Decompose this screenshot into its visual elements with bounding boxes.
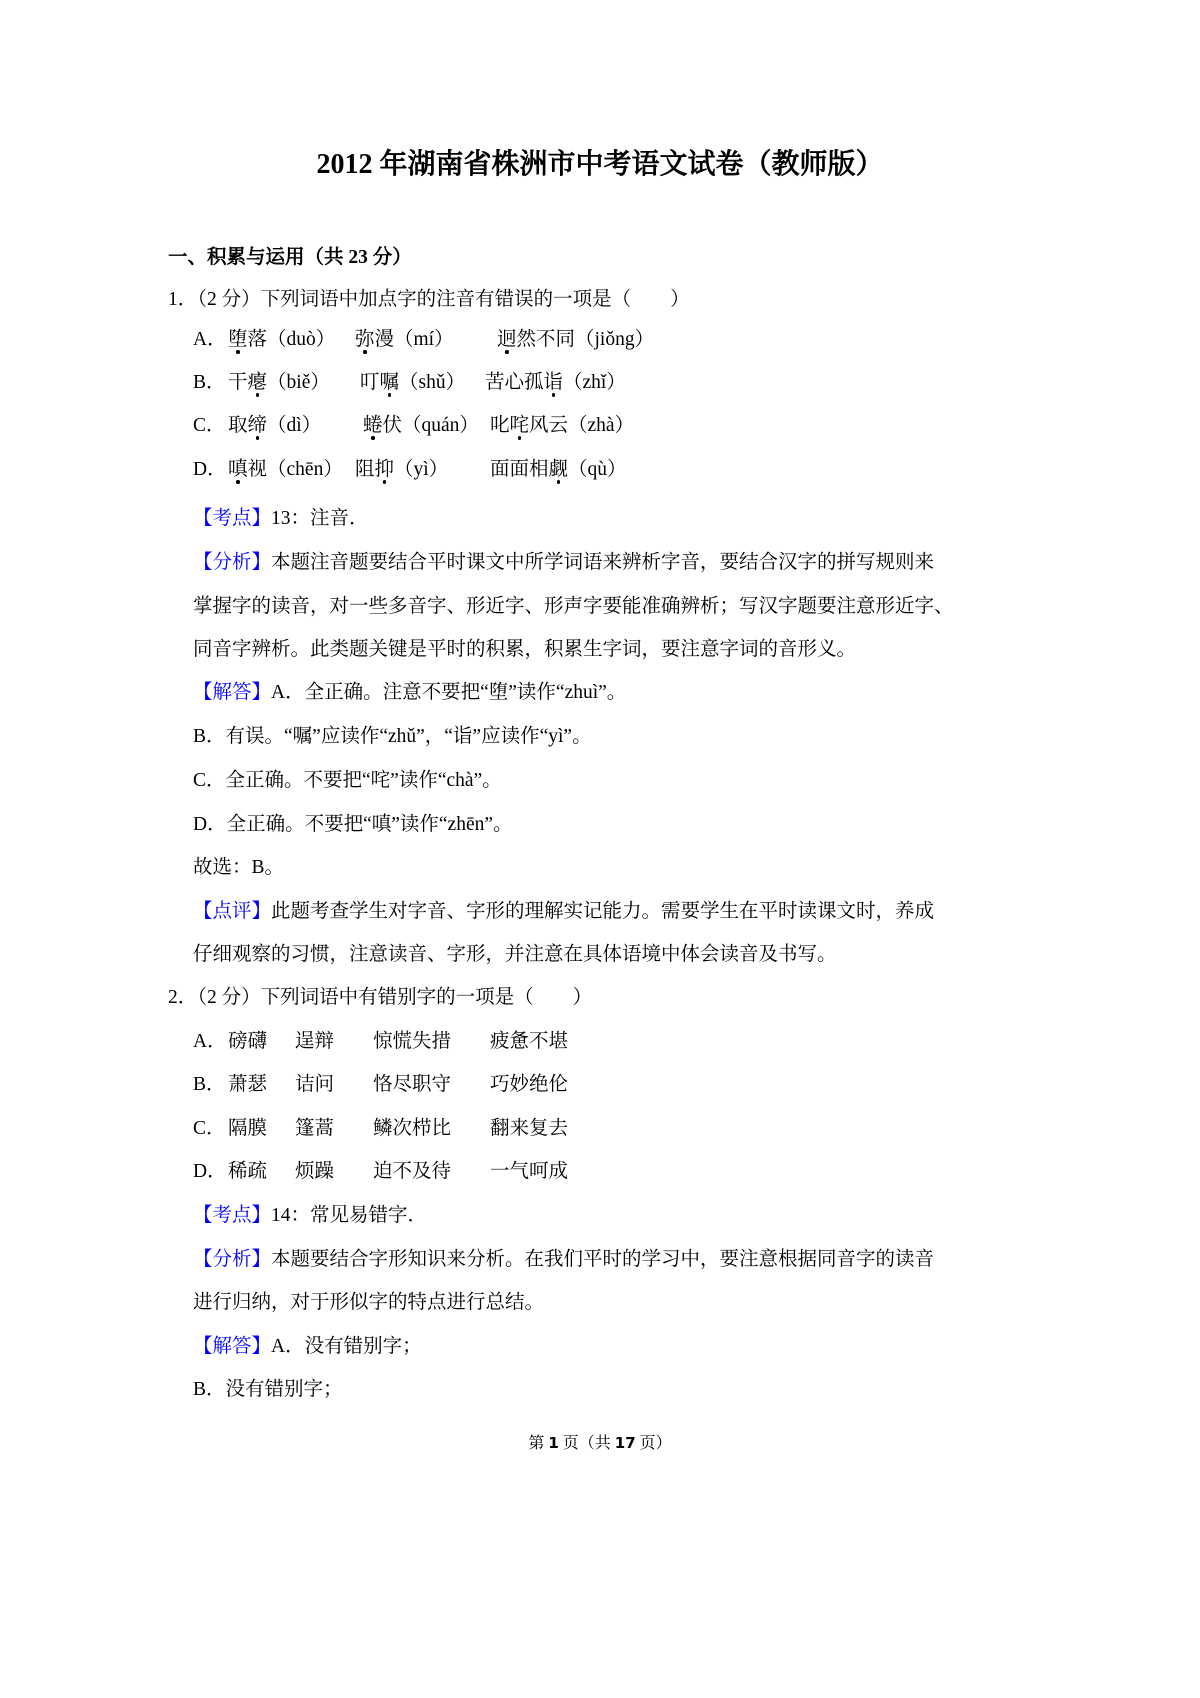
- option-word: [490, 413, 634, 439]
- word-rest: （shǔ）: [399, 372, 466, 393]
- word-start: 面面相: [490, 459, 549, 480]
- option-word: 鳞次栉比: [373, 1118, 452, 1139]
- jieda-text: D．全正确。不要把“嗔”读作“zhēn”。: [193, 814, 513, 835]
- word-start: 干: [228, 372, 248, 393]
- option-label: C．: [193, 1118, 226, 1139]
- option-word: 烦躁: [295, 1161, 335, 1182]
- word-rest: 视（chēn）: [247, 459, 343, 480]
- option-word: 惊慌失措: [373, 1031, 452, 1052]
- fenxi-text: 本题要结合字形知识来分析。在我们平时的学习中，要注意根据同音字的读音: [271, 1249, 935, 1270]
- option-word: [355, 327, 454, 353]
- option-word: 迫不及待: [373, 1161, 452, 1182]
- footer-suffix: 页）: [635, 1435, 672, 1452]
- jieda-line: [193, 680, 626, 706]
- emphasized-char: 咤: [509, 415, 530, 436]
- page-title: 2012 年湖南省株洲市中考语文试卷（教师版）: [316, 149, 884, 180]
- fenxi-text: 进行归纳，对于形似字的特点进行总结。: [193, 1292, 545, 1313]
- emphasized-char: 觑: [548, 459, 569, 480]
- jieda-line: [193, 1334, 422, 1360]
- option-word: 翻来复去: [490, 1118, 569, 1139]
- word-rest: 伏（quán）: [382, 415, 479, 436]
- option-word: 隔膜: [228, 1118, 268, 1139]
- jieda-text: C．全正确。不要把“咤”读作“chà”。: [193, 770, 502, 791]
- jieda-text: A．没有错别字；: [271, 1336, 422, 1357]
- fenxi-text: 同音字辨析。此类题关键是平时的积累，积累生字词，要注意字词的音形义。: [193, 639, 857, 660]
- option-word: [490, 457, 627, 483]
- dianping-tag: 【点评】: [193, 901, 272, 922]
- question-stem: 1．（2 分）下列词语中加点字的注音有错误的一项是（ ）: [168, 289, 690, 310]
- question-stem: 2．（2 分）下列词语中有错别字的一项是（ ）: [168, 987, 593, 1008]
- word-rest: （dì）: [267, 415, 322, 436]
- option-word: 诘问: [295, 1074, 335, 1095]
- emphasized-char: 诣: [543, 372, 564, 393]
- emphasized-char: 弥: [355, 329, 375, 350]
- option-word: 疲惫不堪: [490, 1031, 569, 1052]
- option-label: D．: [193, 459, 227, 480]
- option-word: 稀疏: [228, 1161, 268, 1182]
- option-label: B．: [193, 1074, 226, 1095]
- emphasized-char: 迥: [497, 329, 517, 350]
- fenxi-line: [193, 550, 934, 576]
- option-word: 磅礴: [228, 1031, 268, 1052]
- option-word: 一气呵成: [490, 1161, 569, 1182]
- word-start: 叮: [360, 372, 380, 393]
- jieda-text: B．有误。“嘱”应读作“zhǔ”，“诣”应读作“yì”。: [193, 726, 592, 747]
- emphasized-char: 缔: [247, 415, 268, 436]
- word-rest: 然不同（jiǒng）: [516, 329, 655, 350]
- option-label: B．: [193, 372, 226, 393]
- word-rest: （zhǐ）: [563, 372, 626, 393]
- page-total: 17: [614, 1434, 636, 1452]
- option-word: 逞辩: [295, 1031, 335, 1052]
- option-word: 篷蒿: [295, 1118, 335, 1139]
- option-word: [497, 327, 654, 353]
- word-start: 叱: [490, 415, 510, 436]
- option-word: [360, 370, 465, 396]
- word-start: 苦心孤: [485, 372, 544, 393]
- answer-choice: 故选：B。: [193, 857, 285, 878]
- page-number: 1: [548, 1434, 559, 1452]
- kaodian-text: 13：注音．: [271, 508, 369, 529]
- option-word: 巧妙绝伦: [490, 1074, 569, 1095]
- dianping-text: 仔细观察的习惯，注意读音、字形，并注意在具体语境中体会读音及书写。: [193, 944, 837, 965]
- jieda-tag: 【解答】: [193, 682, 272, 703]
- emphasized-char: 堕: [228, 329, 248, 350]
- option-word: [363, 413, 479, 439]
- kaodian-line: [193, 1203, 427, 1229]
- footer-middle: 页（共: [558, 1435, 615, 1452]
- word-rest: 落（duò）: [247, 329, 336, 350]
- word-rest: （yì）: [394, 459, 449, 480]
- jieda-text: B．没有错别字；: [193, 1379, 343, 1400]
- emphasized-char: 嘱: [379, 372, 400, 393]
- option-word: [228, 413, 321, 439]
- fenxi-line: [193, 1247, 934, 1273]
- fenxi-text: 掌握字的读音，对一些多音字、形近字、形声字要能准确辨析；写汉字题要注意形近字、: [193, 596, 954, 617]
- option-label: A．: [193, 1031, 227, 1052]
- option-word: 萧瑟: [228, 1074, 268, 1095]
- emphasized-char: 抑: [374, 459, 395, 480]
- option-label: C．: [193, 415, 226, 436]
- dianping-line: [193, 899, 934, 925]
- option-label: D．: [193, 1161, 227, 1182]
- word-rest: 风云（zhà）: [529, 415, 635, 436]
- word-start: 阻: [355, 459, 375, 480]
- dianping-text: 此题考查学生对字音、字形的理解实记能力。需要学生在平时读课文时，养成: [271, 901, 935, 922]
- option-label: A．: [193, 329, 227, 350]
- option-word: 恪尽职守: [373, 1074, 452, 1095]
- option-word: [485, 370, 626, 396]
- word-rest: （biě）: [267, 372, 330, 393]
- emphasized-char: 蜷: [363, 415, 383, 436]
- jieda-text: A．全正确。注意不要把“堕”读作“zhuì”。: [271, 682, 627, 703]
- fenxi-text: 本题注音题要结合平时课文中所学词语来辨析字音，要结合汉字的拼写规则来: [271, 552, 935, 573]
- option-word: [228, 327, 335, 353]
- emphasized-char: 瘪: [247, 372, 268, 393]
- option-word: [228, 370, 330, 396]
- kaodian-tag: 【考点】: [193, 508, 272, 529]
- fenxi-tag: 【分析】: [193, 1249, 272, 1270]
- emphasized-char: 嗔: [228, 459, 248, 480]
- option-word: [228, 457, 343, 483]
- footer-prefix: 第: [528, 1435, 549, 1452]
- jieda-tag: 【解答】: [193, 1336, 272, 1357]
- kaodian-text: 14：常见易错字．: [271, 1205, 428, 1226]
- word-start: 取: [228, 415, 248, 436]
- word-rest: 漫（mí）: [374, 329, 454, 350]
- page-footer: [0, 1432, 1200, 1455]
- section-heading: 一、积累与运用（共 23 分）: [168, 247, 412, 268]
- fenxi-tag: 【分析】: [193, 552, 272, 573]
- kaodian-tag: 【考点】: [193, 1205, 272, 1226]
- word-rest: （qù）: [568, 459, 627, 480]
- option-word: [355, 457, 448, 483]
- kaodian-line: [193, 506, 369, 532]
